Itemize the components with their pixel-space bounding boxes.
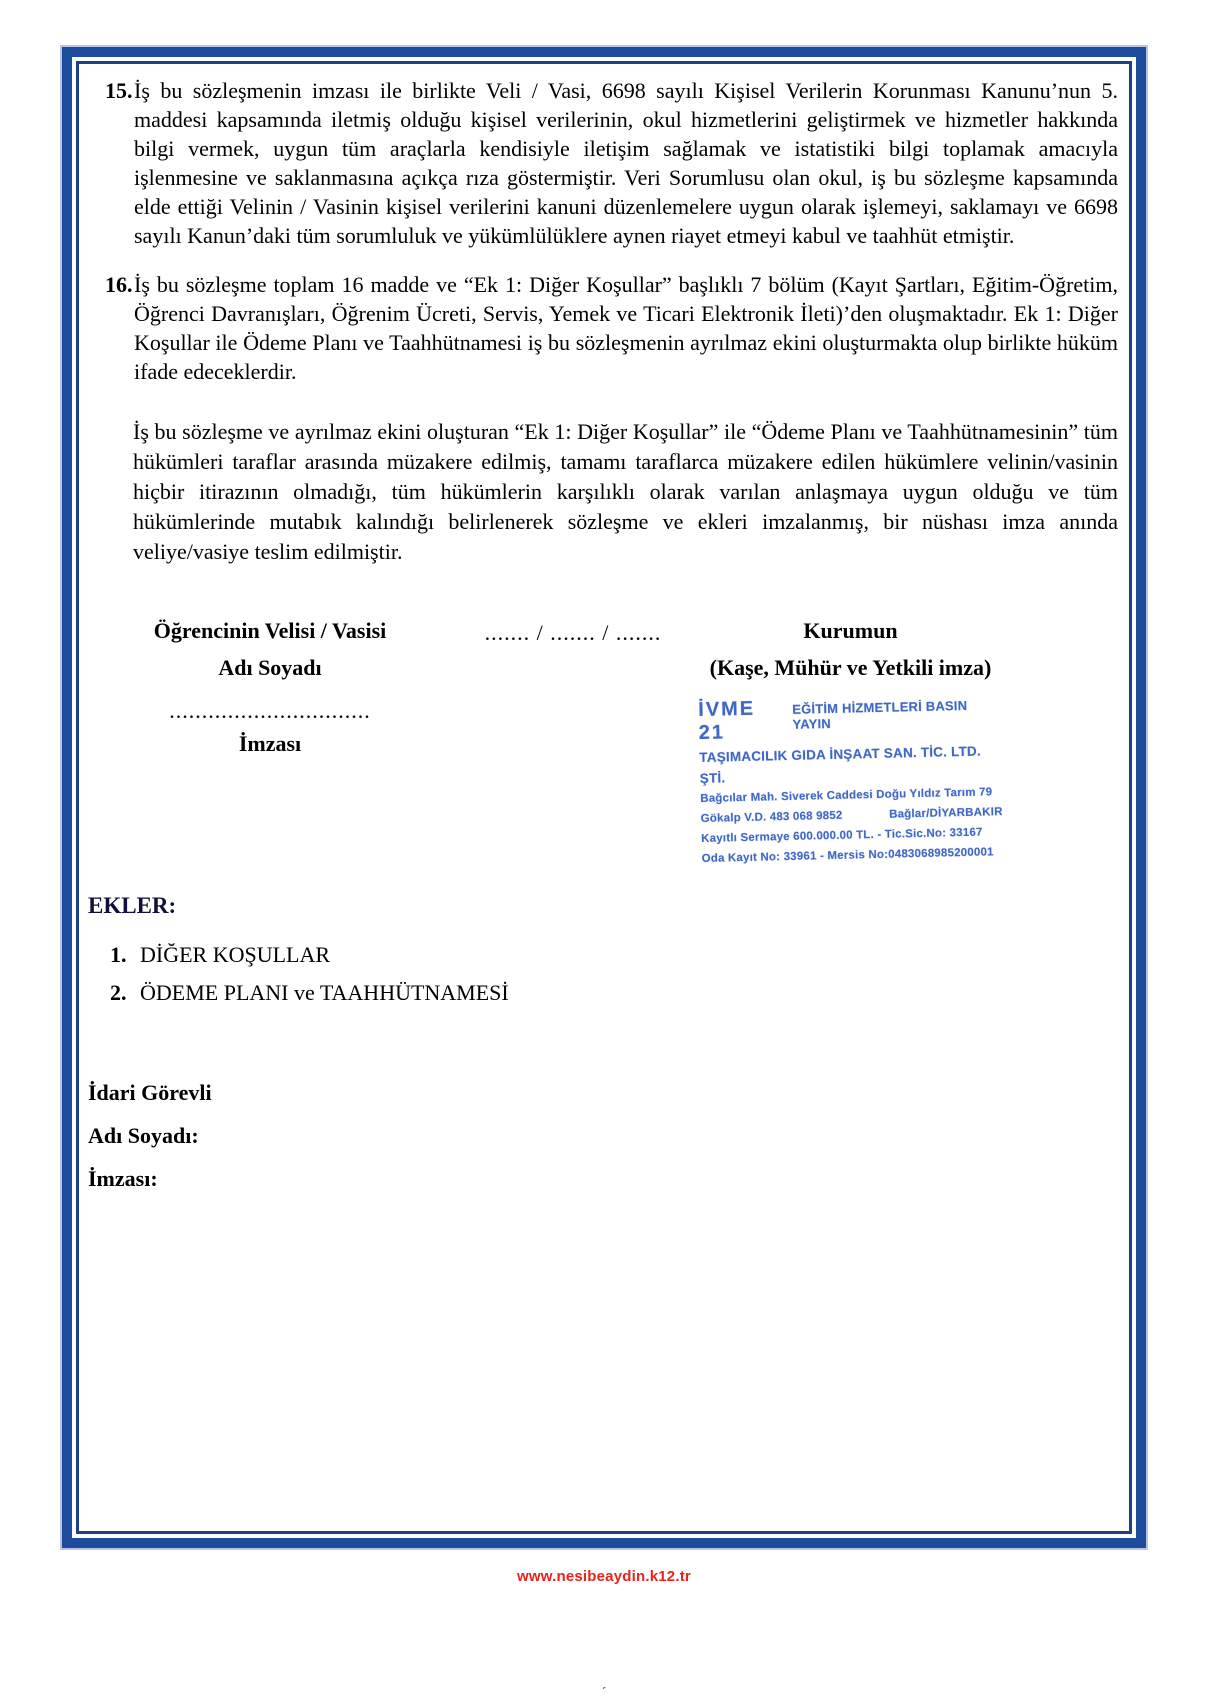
institution-stamp-label: (Kaşe, Mühür ve Yetkili imza) [709,655,992,680]
stamp-registry-line: Oda Kayıt No: 33961 - Mersis No:0483068985200001 [701,846,994,865]
admin-title: İdari Görevli [88,1080,212,1105]
attachment-label: ÖDEME PLANI ve TAAHHÜTNAMESİ [140,980,509,1005]
clause-number: 15. [105,78,133,103]
admin-name-label: Adı Soyadı: [88,1123,199,1148]
clause-16 [105,270,1118,386]
stamp-address-line: Bağcılar Mah. Siverek Caddesi Doğu Yıldız Tarım 79 [700,786,993,805]
clause-text: İş bu sözleşmenin imzası ile birlikte Veli / Vasi, 6698 sayılı Kişisel Verilerin Korunması Kanunu’nun 5. maddesi kapsamında iletmiş olduğu kişisel verilerinin, okul hizmetlerini geliştirmek ve hizmetler hakkında bilgi vermek, uygun tüm araçlarla kendisiyle iletişim sağlamak ve istatistiki bilgi toplamak amacıyla işlenmesine ve saklanmasına açıkça rıza göstermiştir. Veri Sorumlusu olan okul, iş bu sözleşme kapsamında elde ettiği Velinin / Vasinin kişisel verilerini kanuni düzenlemelere uygun olarak işlemeyi, saklamayı ve 6698 sayılı Kanun’daki tüm sorumluluk ve yükümlülüklere aynen riayet etmeyi kabul ve taahhüt etmiştir. [134,78,1118,248]
clause-text: İş bu sözleşme toplam 16 madde ve “Ek 1: Diğer Koşullar” başlıklı 7 bölüm (Kayıt Şartları, Eğitim-Öğretim, Öğrenci Davranışları, Öğrenim Ücreti, Servis, Yemek ve Ticari Elektronik İleti)’den oluşmaktadır. Ek 1: Diğer Koşullar ile Ödeme Planı ve Taahhütnamesi iş bu sözleşmenin ayrılmaz ekini oluşturmakta olup birlikte hüküm ifade edeceklerdir. [134,272,1118,384]
guardian-signature-label: İmzası [238,731,302,756]
stamp-line-1-rest: EĞİTİM HİZMETLERİ BASIN YAYIN [792,697,968,732]
institution-signature-block [678,616,1023,683]
admin-official-block [88,1078,212,1207]
school-website-url: www.nesibeaydin.k12.tr [517,1568,691,1585]
stamp-tax-office: Gökalp V.D. 483 068 9852 [700,809,843,825]
date-placeholder: ....... / ....... / ....... [484,620,662,645]
attachments-list [110,940,509,1016]
guardian-title: Öğrencinin Velisi / Vasisi [153,618,387,643]
clause-number: 16. [105,272,133,297]
attachment-label: DİĞER KOŞULLAR [140,942,331,967]
stamp-brand-name: İVME 21 [698,697,756,744]
stamp-city: Bağlar/DİYARBAKIR [889,806,1003,821]
guardian-signature-line: ............................... [169,698,371,723]
clause-15 [105,76,1118,250]
institution-title: Kurumun [803,618,898,643]
attachment-number: 1. [110,942,127,967]
admin-signature-label: İmzası: [88,1166,158,1191]
attachment-item [110,940,509,969]
stamp-capital-line: Kayıtlı Sermaye 600.000.00 TL. - Tic.Sic.No: 33167 [701,826,983,845]
guardian-signature-block [135,616,405,759]
stamp-line-2: TAŞIMACILIK GIDA İNŞAAT SAN. TİC. LTD. ŞTİ. [699,743,982,786]
guardian-name-label: Adı Soyadı [218,655,322,680]
stamp-line-1 [698,692,1001,745]
attachment-item [110,978,509,1007]
attachment-number: 2. [110,980,127,1005]
closing-paragraph: İş bu sözleşme ve ayrılmaz ekini oluşturan “Ek 1: Diğer Koşullar” ile “Ödeme Planı ve Taahhütnamesinin” tüm hükümleri taraflar arasında müzakere edilmiş, tamamı taraflarca müzakere edilen hükümlere velinin/vasinin hiçbir itirazının olmadığı, tüm hükümlerin karşılıklı olarak varılan anlaşmaya uygun olduğu ve tüm hükümlerinde mutabık kalındığı belirlenerek sözleşme ve ekleri imzalanmış, bir nüshası imza anında veliye/vasiye teslim edilmiştir. [133,419,1118,564]
bottom-edge-mark: ´ [601,1684,607,1699]
attachments-heading: EKLER: [88,893,177,918]
company-ink-stamp [698,692,1004,869]
